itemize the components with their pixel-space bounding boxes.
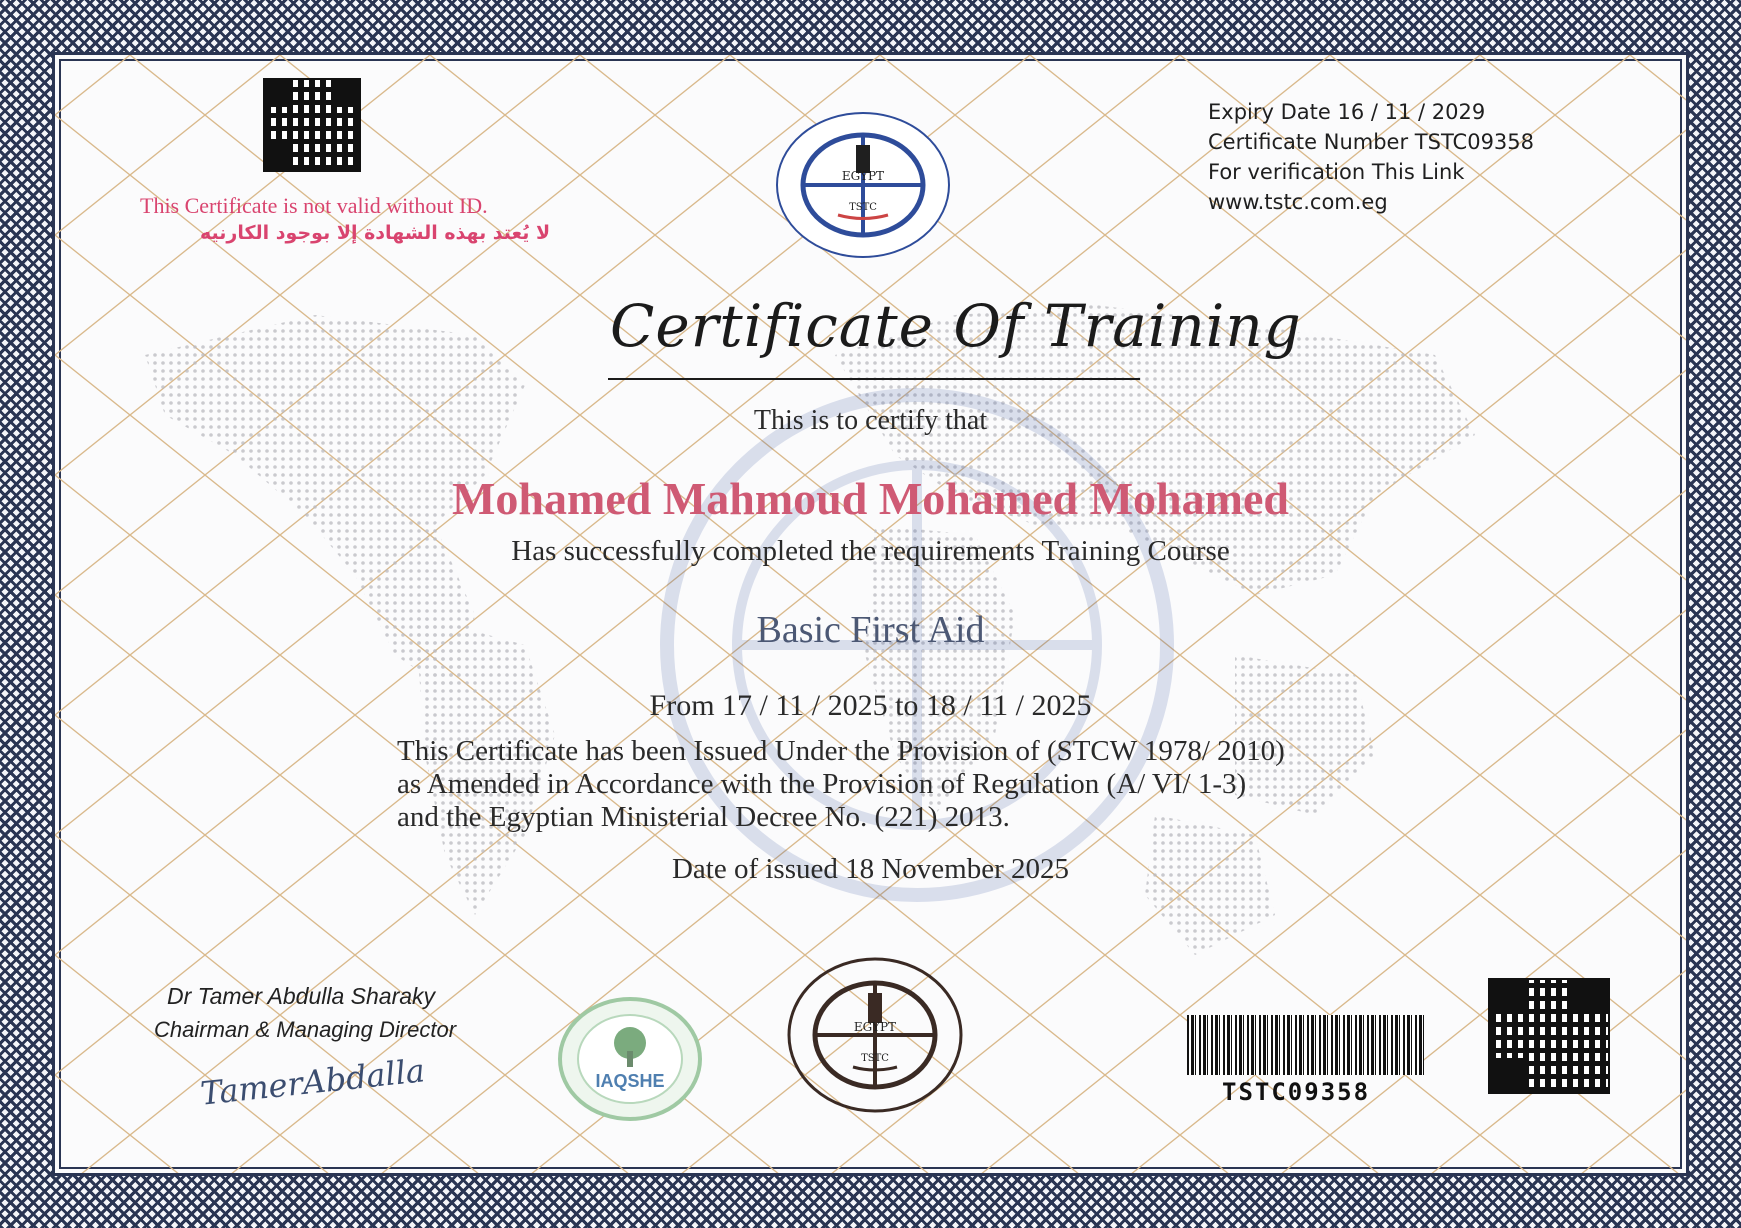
course-period: From 17 / 11 / 2025 to 18 / 11 / 2025 xyxy=(649,689,1092,722)
iaqshe-logo xyxy=(556,995,704,1123)
issue-date: Date of issued 18 November 2025 xyxy=(671,853,1070,885)
completion-line: Has successfully completed the requirements Training Course xyxy=(511,535,1230,567)
certificate-info xyxy=(1208,97,1534,217)
certificate-number: Certificate Number TSTC09358 xyxy=(1208,130,1535,154)
provision-line: and the Egyptian Ministerial Decree No. (221) 2013. xyxy=(397,801,1010,833)
provision-text xyxy=(397,735,1285,834)
title-underline xyxy=(608,378,1140,380)
signature: TamerAbdalla xyxy=(198,1051,427,1113)
certify-line: This is to certify that xyxy=(753,405,988,436)
barcode-number: TSTC09358 xyxy=(1222,1078,1371,1106)
provision-line: as Amended in Accordance with the Provision of Regulation (A/ VI/ 1-3) xyxy=(397,768,1247,800)
verification-text: For verification This Link xyxy=(1208,160,1465,184)
top-qr-code xyxy=(265,80,359,170)
seal-abbr-text: TSTC xyxy=(849,202,877,213)
recipient-name: Mohamed Mahmoud Mohamed Mohamed xyxy=(452,473,1289,524)
seal-country-text: EGYPT xyxy=(841,169,885,183)
company-seal-top xyxy=(773,110,953,260)
provision-line: This Certificate has been Issued Under the Provision of (STCW 1978/ 2010) xyxy=(397,735,1285,767)
validity-notice-arabic: لا يُعتد بهذه الشهادة إلا بوجود الكارنيه xyxy=(200,222,551,244)
verification-link[interactable]: www.tstc.com.eg xyxy=(1208,190,1388,214)
signatory-name: Dr Tamer Abdulla Sharaky xyxy=(167,983,436,1009)
iaqshe-text: IAQSHE xyxy=(595,1071,665,1091)
expiry-date: Expiry Date 16 / 11 / 2029 xyxy=(1208,100,1486,124)
course-name: Basic First Aid xyxy=(756,609,985,651)
signatory-role: Chairman & Managing Director xyxy=(154,1017,457,1042)
stamp-abbr-text: TSTC xyxy=(861,1053,889,1064)
bottom-qr-code xyxy=(1490,980,1608,1092)
stamp-country-text: EGYPT xyxy=(853,1020,897,1034)
certificate-title: Certificate Of Training xyxy=(610,292,1302,360)
validity-notice: This Certificate is not valid without ID. xyxy=(140,193,488,218)
company-stamp xyxy=(785,955,965,1115)
barcode xyxy=(1187,1015,1424,1075)
